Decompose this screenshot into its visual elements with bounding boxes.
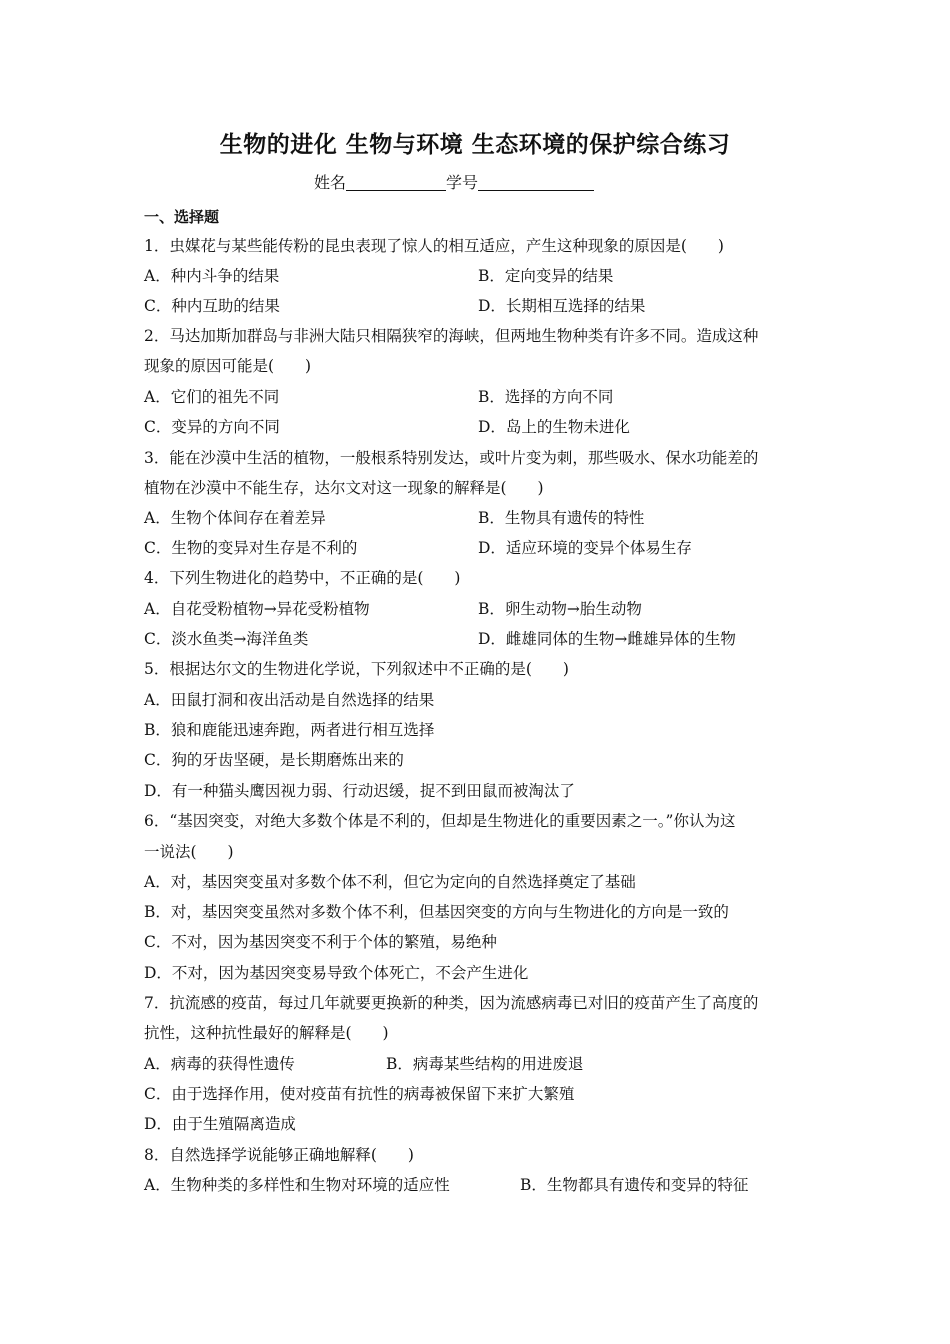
question-8-stem: 8．自然选择学说能够正确地解释( ): [144, 1146, 414, 1164]
question-2-option-d: D．岛上的生物未进化: [478, 418, 630, 436]
page-title: 生物的进化 生物与环境 生态环境的保护综合练习: [219, 132, 731, 158]
question-4-stem: 4．下列生物进化的趋势中，不正确的是( ): [144, 569, 461, 587]
id-label: 学号: [446, 173, 479, 192]
question-5-stem: 5．根据达尔文的生物进化学说，下列叙述中不正确的是( ): [144, 660, 569, 678]
question-7-option-a: A．病毒的获得性遗传: [144, 1055, 295, 1073]
question-6-option-b: B．对，基因突变虽然对多数个体不利，但基因突变的方向与生物进化的方向是一致的: [144, 903, 729, 921]
question-4-option-b: B．卵生动物→胎生动物: [478, 600, 642, 618]
question-1-option-d: D．长期相互选择的结果: [478, 297, 646, 315]
question-5-option-b: B．狼和鹿能迅速奔跑，两者进行相互选择: [144, 721, 435, 739]
question-4-option-d: D．雌雄同体的生物→雌雄异体的生物: [478, 630, 736, 648]
question-5-option-a: A．田鼠打洞和夜出活动是自然选择的结果: [144, 691, 435, 709]
name-blank[interactable]: [346, 174, 446, 191]
question-6-stem-cont: 一说法( ): [144, 843, 234, 861]
question-7-stem-cont: 抗性，这种抗性最好的解释是( ): [144, 1024, 389, 1042]
question-6-option-d: D．不对，因为基因突变易导致个体死亡，不会产生进化: [144, 964, 529, 982]
question-8-option-b: B．生物都具有遗传和变异的特征: [520, 1176, 749, 1194]
question-2-option-b: B．选择的方向不同: [478, 388, 614, 406]
question-3-stem-cont: 植物在沙漠中不能生存，达尔文对这一现象的解释是( ): [144, 479, 544, 497]
question-8-option-a: A．生物种类的多样性和生物对环境的适应性: [144, 1176, 450, 1194]
id-blank[interactable]: [478, 174, 594, 191]
question-3-option-b: B．生物具有遗传的特性: [478, 509, 645, 527]
question-5-option-d: D．有一种猫头鹰因视力弱、行动迟缓，捉不到田鼠而被淘汰了: [144, 782, 575, 800]
question-1-option-c: C．种内互助的结果: [144, 297, 280, 315]
question-7-option-d: D．由于生殖隔离造成: [144, 1115, 296, 1133]
question-4-option-a: A．自花受粉植物→异花受粉植物: [144, 600, 370, 618]
question-5-option-c: C．狗的牙齿坚硬，是长期磨炼出来的: [144, 751, 404, 769]
question-6-stem: 6．“基因突变，对绝大多数个体是不利的，但却是生物进化的重要因素之一。”你认为这: [144, 812, 736, 830]
question-2-stem-cont: 现象的原因可能是( ): [144, 357, 312, 375]
question-1-option-a: A．种内斗争的结果: [144, 267, 280, 285]
question-7-option-c: C．由于选择作用，使对疫苗有抗性的病毒被保留下来扩大繁殖: [144, 1085, 575, 1103]
question-6-option-a: A．对，基因突变虽对多数个体不利，但它为定向的自然选择奠定了基础: [144, 873, 636, 891]
student-info-line: [314, 170, 594, 193]
question-2-option-a: A．它们的祖先不同: [144, 388, 280, 406]
question-7-option-b: B．病毒某些结构的用进废退: [386, 1055, 584, 1073]
question-1-option-b: B．定向变异的结果: [478, 267, 614, 285]
question-2-option-c: C．变异的方向不同: [144, 418, 280, 436]
question-3-stem: 3．能在沙漠中生活的植物，一般根系特别发达，或叶片变为刺，那些吸水、保水功能差的: [144, 449, 759, 467]
question-3-option-c: C．生物的变异对生存是不利的: [144, 539, 358, 557]
question-3-option-d: D．适应环境的变异个体易生存: [478, 539, 692, 557]
question-1-stem: 1．虫媒花与某些能传粉的昆虫表现了惊人的相互适应，产生这种现象的原因是( ): [144, 237, 724, 255]
question-2-stem: 2．马达加斯加群岛与非洲大陆只相隔狭窄的海峡，但两地生物种类有许多不同。造成这种: [144, 327, 759, 345]
name-label: 姓名: [314, 173, 347, 192]
question-3-option-a: A．生物个体间存在着差异: [144, 509, 326, 527]
question-6-option-c: C．不对，因为基因突变不利于个体的繁殖，易绝种: [144, 933, 497, 951]
question-7-stem: 7．抗流感的疫苗，每过几年就要更换新的种类，因为流感病毒已对旧的疫苗产生了高度的: [144, 994, 759, 1012]
section-heading: 一、选择题: [144, 208, 220, 226]
question-4-option-c: C．淡水鱼类→海洋鱼类: [144, 630, 309, 648]
